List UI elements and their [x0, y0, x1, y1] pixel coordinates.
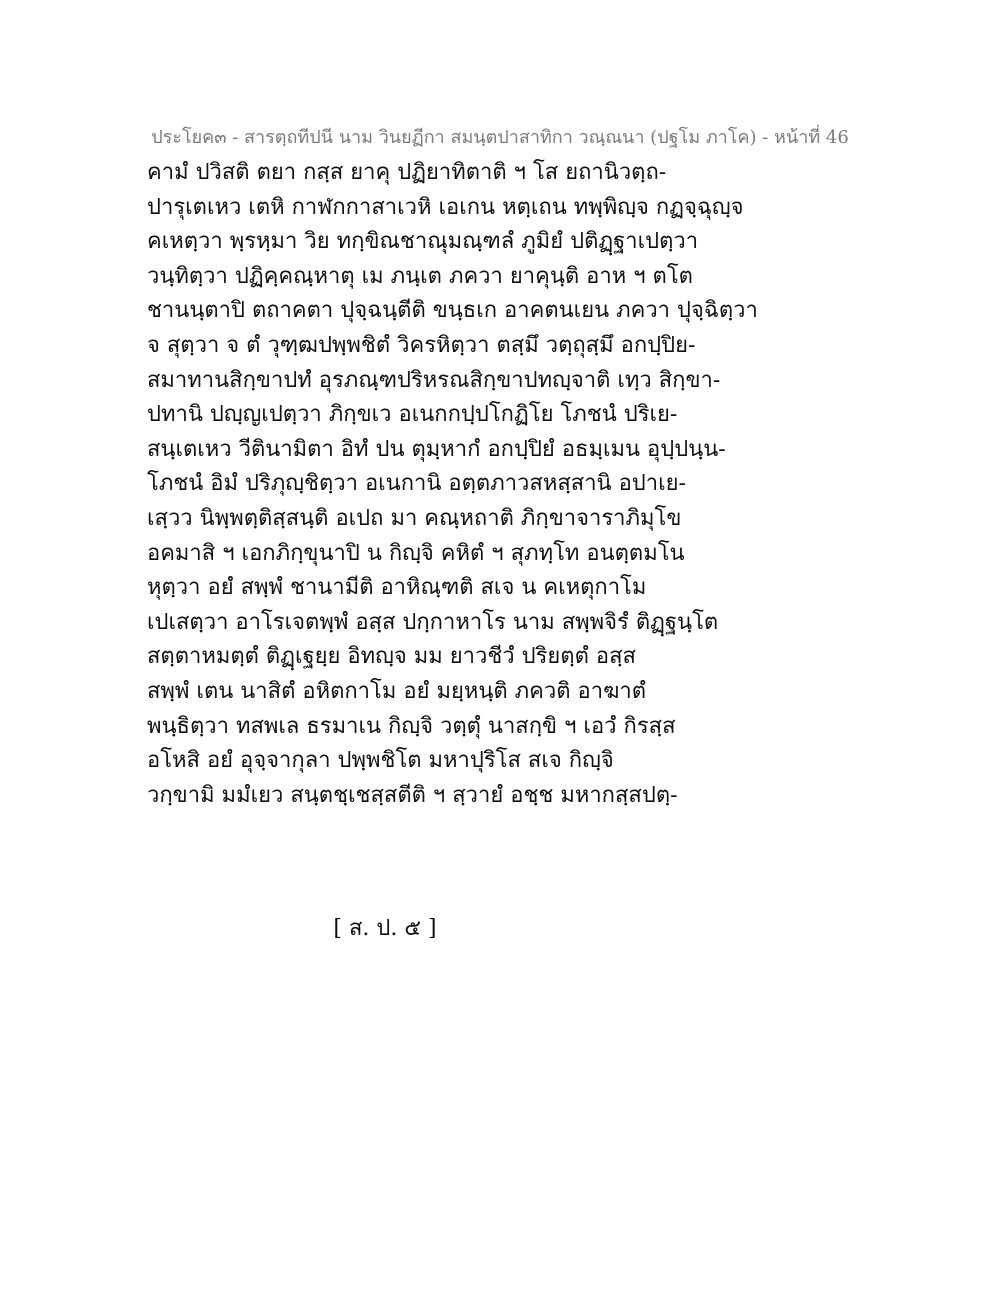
text-line-3: คเหตฺวา พฺรหฺมา วิย ทกฺขิณชาณุมณฺฑลํ ภูมิยํ ปติฏฺฐาเปตฺวา	[147, 229, 699, 255]
text-line-5: ชานนฺตาปิ ตถาคตา ปุจฺฉนฺตีติ ขนฺธเก อาคตนเยน ภควา ปุจฺฉิตฺวา	[147, 298, 758, 324]
text-line-2: ปารุเตเหว เตหิ กาฬกกาสาเวหิ เอเกน หตฺเถน ทพฺพิญฺจ กฏจฺฉุญฺจ	[147, 194, 744, 220]
footer-reference	[0, 910, 770, 945]
text-line-18: อโหสิ อยํ อุจฺจากุลา ปพฺพชิโต มหาปุริโส สเจ กิญฺจิ	[147, 748, 614, 774]
text-line-1: คามํ ปวิสติ ตยา กสฺส ยาคุ ปฏิยาทิตาติ ฯ โส ยถานิวตฺถ-	[147, 160, 667, 185]
text-line-8: ปทานิ ปญฺญเปตฺวา ภิกฺขเว อเนกกปฺปโกฏิโย โภชนํ ปริเย-	[147, 402, 678, 428]
footer-reference-text: [ ส. ป. ๕ ]	[333, 916, 437, 941]
text-line-17: พนฺธิตฺวา ทสพเล ธรมาเน กิญฺจิ วตฺตุํ นาสกฺขิ ฯ เอวํ กิรสฺส	[147, 713, 676, 739]
text-line-6: จ สุตฺวา จ ตํ วุฑฺฒปพฺพชิตํ วิครหิตฺวา ตสฺมึ วตฺถุสฺมึ อกปฺปิย-	[147, 332, 696, 358]
text-line-14: เปเสตฺวา อาโรเจตพฺพํ อสฺส ปกฺกาหาโร นาม สพฺพจิรํ ติฏฺฐนฺโต	[147, 609, 719, 635]
text-line-16: สพฺพํ เตน นาสิตํ อหิตกาโม อยํ มยฺหนฺติ ภควติ อาฆาตํ	[147, 678, 647, 704]
page-header-text: ประโยค๓ - สารตฺถทีปนี นาม วินยฏีกา สมนฺตปาสาทิกา วณฺณนา (ปฐโม ภาโค) - หน้าที่ 46	[151, 127, 849, 148]
text-line-7: สมาทานสิกฺขาปทํ อุรภณฺฑปริหรณสิกฺขาปทญฺจาติ เทฺว สิกฺขา-	[147, 367, 721, 393]
text-line-15: สตฺตาหมตฺตํ ติฏฺเฐยฺย อิทญฺจ มม ยาวชีวํ ปริยตฺตํ อสฺส	[147, 644, 636, 670]
body-text	[147, 156, 867, 813]
text-line-10: โภชนํ อิมํ ปริภุญฺชิตฺวา อเนกานิ อตฺตภาวสหสฺสานิ อปาเย-	[147, 471, 686, 497]
text-line-19: วกฺขามิ มมํเยว สนฺตชฺเชสฺสตีติ ฯ สฺวายํ อชฺช มหากสฺสปตฺ-	[147, 782, 678, 808]
text-line-13: หุตฺวา อยํ สพฺพํ ชานามีติ อาหิณฺฑติ สเจ น คเหตุกาโม	[147, 575, 647, 601]
page-header	[0, 122, 1000, 151]
text-line-9: สนฺเตเหว วีตินามิตา อิทํ ปน ตุมฺหากํ อกปฺปิยํ อธมฺเมน อุปฺปนฺน-	[147, 436, 726, 462]
text-line-12: อคมาสิ ฯ เอกภิกฺขุนาปิ น กิญฺจิ คหิตํ ฯ สุภทฺโท อนตฺตมโน	[147, 540, 685, 566]
text-line-4: วนฺทิตฺวา ปฏิคฺคณฺหาตุ เม ภนฺเต ภควา ยาคุนฺติ อาห ฯ ตโต	[147, 263, 693, 289]
text-line-11: เสฺวว นิพฺพตฺติสฺสนฺติ อเปถ มา คณฺหถาติ ภิกฺขาจาราภิมุโข	[147, 505, 682, 531]
